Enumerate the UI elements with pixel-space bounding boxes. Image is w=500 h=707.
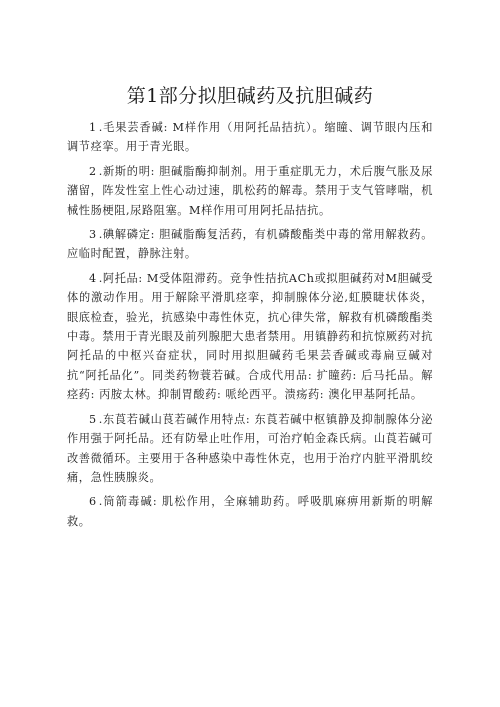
paragraph-1 (67, 118, 433, 157)
paragraph-number: 5 (89, 412, 97, 426)
paragraph-number: 1 (89, 121, 97, 134)
paragraph-text: .筒箭毒碱: 肌松作用，全麻辅助药。呼吸肌麻痹用新斯的明解救。 (67, 495, 433, 528)
paragraph-number: 3 (89, 228, 97, 242)
paragraph-text: .东莨若碱山茛若碱作用特点: 东莨若碱中枢镇静及抑制腺体分泌作用强于阿托品。还有防晕止吐作用，可治疗帕金森氏病。山莨若碱可改善微循环。主要用于各种感染中毒性休克，也用于治疗内脏平滑肌绞痛，急性胰腺炎。 (67, 412, 433, 484)
paragraph-5 (67, 410, 433, 488)
document-page (67, 84, 433, 536)
paragraph-number: 2 (89, 164, 97, 178)
paragraph-text: .新斯的明: 胆碱脂酶抑制剂。用于重症肌无力，术后腹气胀及尿潴留，阵发性室上性心动过速，肌松药的解毒。禁用于支气管哮喘，机械性肠梗阻,尿路阻塞。M样作用可用阿托品拮抗。 (67, 164, 433, 217)
paragraph-text: .阿托品: M受体阻滞药。竞争性拮抗ACh或拟胆碱药对M胆碱受体的激动作用。用于解除平滑肌痉挛，抑制腺体分泌,虹膜睫状体炎，眼底检查，验光，抗感染中毒性休克，抗心律失常，解救有机磷酸酯类中毒。禁用于青光眼及前列腺肥大患者禁用。用镇静药和抗惊厥药对抗阿托品的中枢兴奋症状，同时用拟胆碱药毛果芸香碱或毒扁豆碱对抗“阿托品化”。同类药物蓑若碱。合成代用品: 扩瞳药: 后马托品。解痉药: 丙胺太林。抑制胃酸药: 哌纶西平。溃疡药: 澳化甲基阿托品。 (67, 271, 433, 402)
paragraph-text: .毛果芸香碱: M样作用（用阿托品拮抗）。缩瞳、调节眼内压和调节痉挛。用于青光眼。 (67, 121, 433, 154)
paragraph-number: 6 (89, 495, 97, 509)
paragraph-text: .碘解磷定: 胆碱脂酶复活药，有机磷酸酯类中毒的常用解救药。应临时配置，静脉注射。 (67, 228, 433, 261)
paragraph-6 (67, 492, 433, 531)
paragraph-3 (67, 225, 433, 264)
paragraph-number: 4 (89, 271, 97, 285)
paragraph-2 (67, 162, 433, 220)
paragraph-4 (67, 269, 433, 405)
document-title: 第1部分拟胆碱药及抗胆碱药 (126, 85, 374, 107)
